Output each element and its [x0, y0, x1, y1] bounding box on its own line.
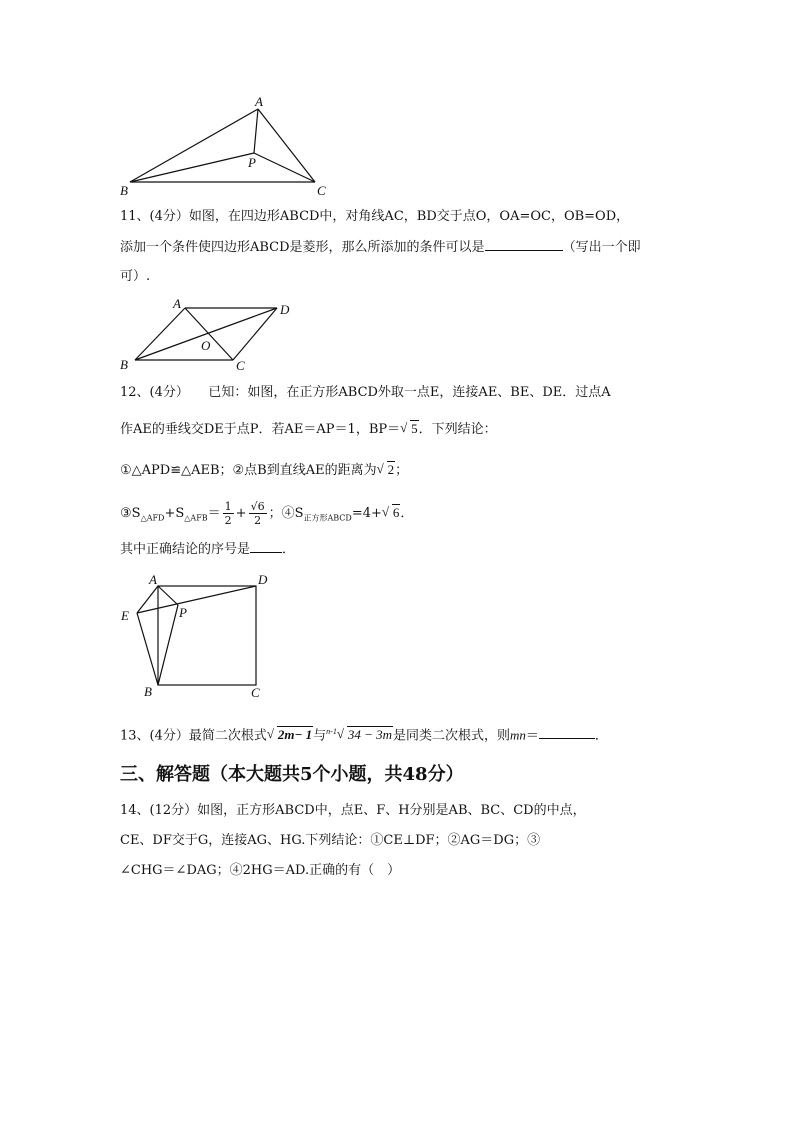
q12-line3-post: ；: [395, 463, 409, 478]
label-c: C: [236, 358, 245, 373]
label-p: P: [179, 605, 187, 620]
q12-sqrt5: √ 5: [400, 420, 419, 438]
q11-line2-pre: 添加一个条件使四边形ABCD是菱形，那么所添加的条件可以是: [120, 240, 485, 255]
q11-line1: 11、(4分）如图，在四边形ABCD中，对角线AC，BD交于点O，OA=OC，OB=OD，: [120, 209, 630, 224]
label-a: A: [255, 94, 263, 109]
label-o: O: [201, 338, 211, 353]
q14-line2: CE、DF交于G，连接AG、HG.下列结论：①CE⊥DF；②AG＝DG；③: [120, 833, 541, 848]
q12-line1: 12、(4分） 已知：如图，在正方形ABCD外取一点E，连接AE、BE、DE．过点A: [120, 385, 611, 400]
label-a: A: [149, 572, 157, 587]
label-e: E: [121, 608, 129, 623]
q12-sqrt6: √ 6: [382, 504, 401, 522]
q14-line3: ∠CHG＝∠DAG；④2HG＝AD.正确的有（ ）: [120, 863, 401, 878]
label-p: P: [248, 155, 256, 170]
q12-line3-pre: ①△APD≌△AEB；②点B到直线AE的距离为: [120, 463, 377, 478]
q12-sqrt2: √ 2: [377, 461, 396, 479]
q11-answer-blank[interactable]: [485, 238, 563, 251]
label-b: B: [120, 357, 128, 372]
q14-line1: 14、(12分）如图，正方形ABCD中，点E、F、H分别是AB、BC、CD的中点，: [120, 803, 586, 818]
fraction-sqrt6-half: $\frac{√6}{2}$: [250, 500, 265, 527]
label-b: B: [120, 183, 128, 198]
q11-line2-post: （写出一个即: [562, 240, 641, 255]
q12-line2: [120, 420, 497, 439]
q11-line3: 可）.: [120, 269, 151, 284]
q12-line4: $③S_{\triangle AFD}+S_{\triangle AFB}=$ $\frac{1}{2}$ + $\frac{√6}{2}$ ；$④S_{正方形ABCD}=4+√$ 6．: [120, 500, 413, 528]
label-d: D: [258, 572, 268, 587]
q13-line: 13、(4分）最简二次根式√ 2m− 1与$^{n-1}$√ 34 − 3m是同类二次根式，则mn＝ ．: [120, 723, 608, 745]
label-c: C: [251, 685, 260, 700]
label-a: A: [173, 296, 181, 311]
label-b: B: [144, 684, 152, 699]
q12-line3: [120, 461, 408, 480]
label-d: D: [280, 302, 290, 317]
figure-triangle-abc-p: [115, 92, 345, 200]
q11-line2: [120, 238, 641, 257]
figure-parallelogram-abcd: [115, 296, 300, 376]
q12-answer-blank[interactable]: [250, 540, 282, 553]
q12-line2-pre: 作AE的垂线交DE于点P．若AE＝AP＝1，BP＝: [120, 422, 401, 437]
fraction-one-half: $\frac{1}{2}$: [224, 500, 232, 527]
q13-sqrt-2m-1: √ 2m− 1: [267, 726, 313, 744]
figure-square-abcd-e: [115, 568, 280, 703]
q12-line2-post: ．下列结论：: [418, 422, 497, 437]
q12-line5: 其中正确结论的序号是 ．: [120, 542, 296, 557]
section-heading: 三、解答题（本大题共5个小题，共48分）: [120, 764, 464, 785]
q13-answer-blank[interactable]: [539, 726, 595, 739]
q13-root-34-3m: √ 34 − 3m: [337, 726, 393, 744]
label-c: C: [317, 183, 326, 198]
